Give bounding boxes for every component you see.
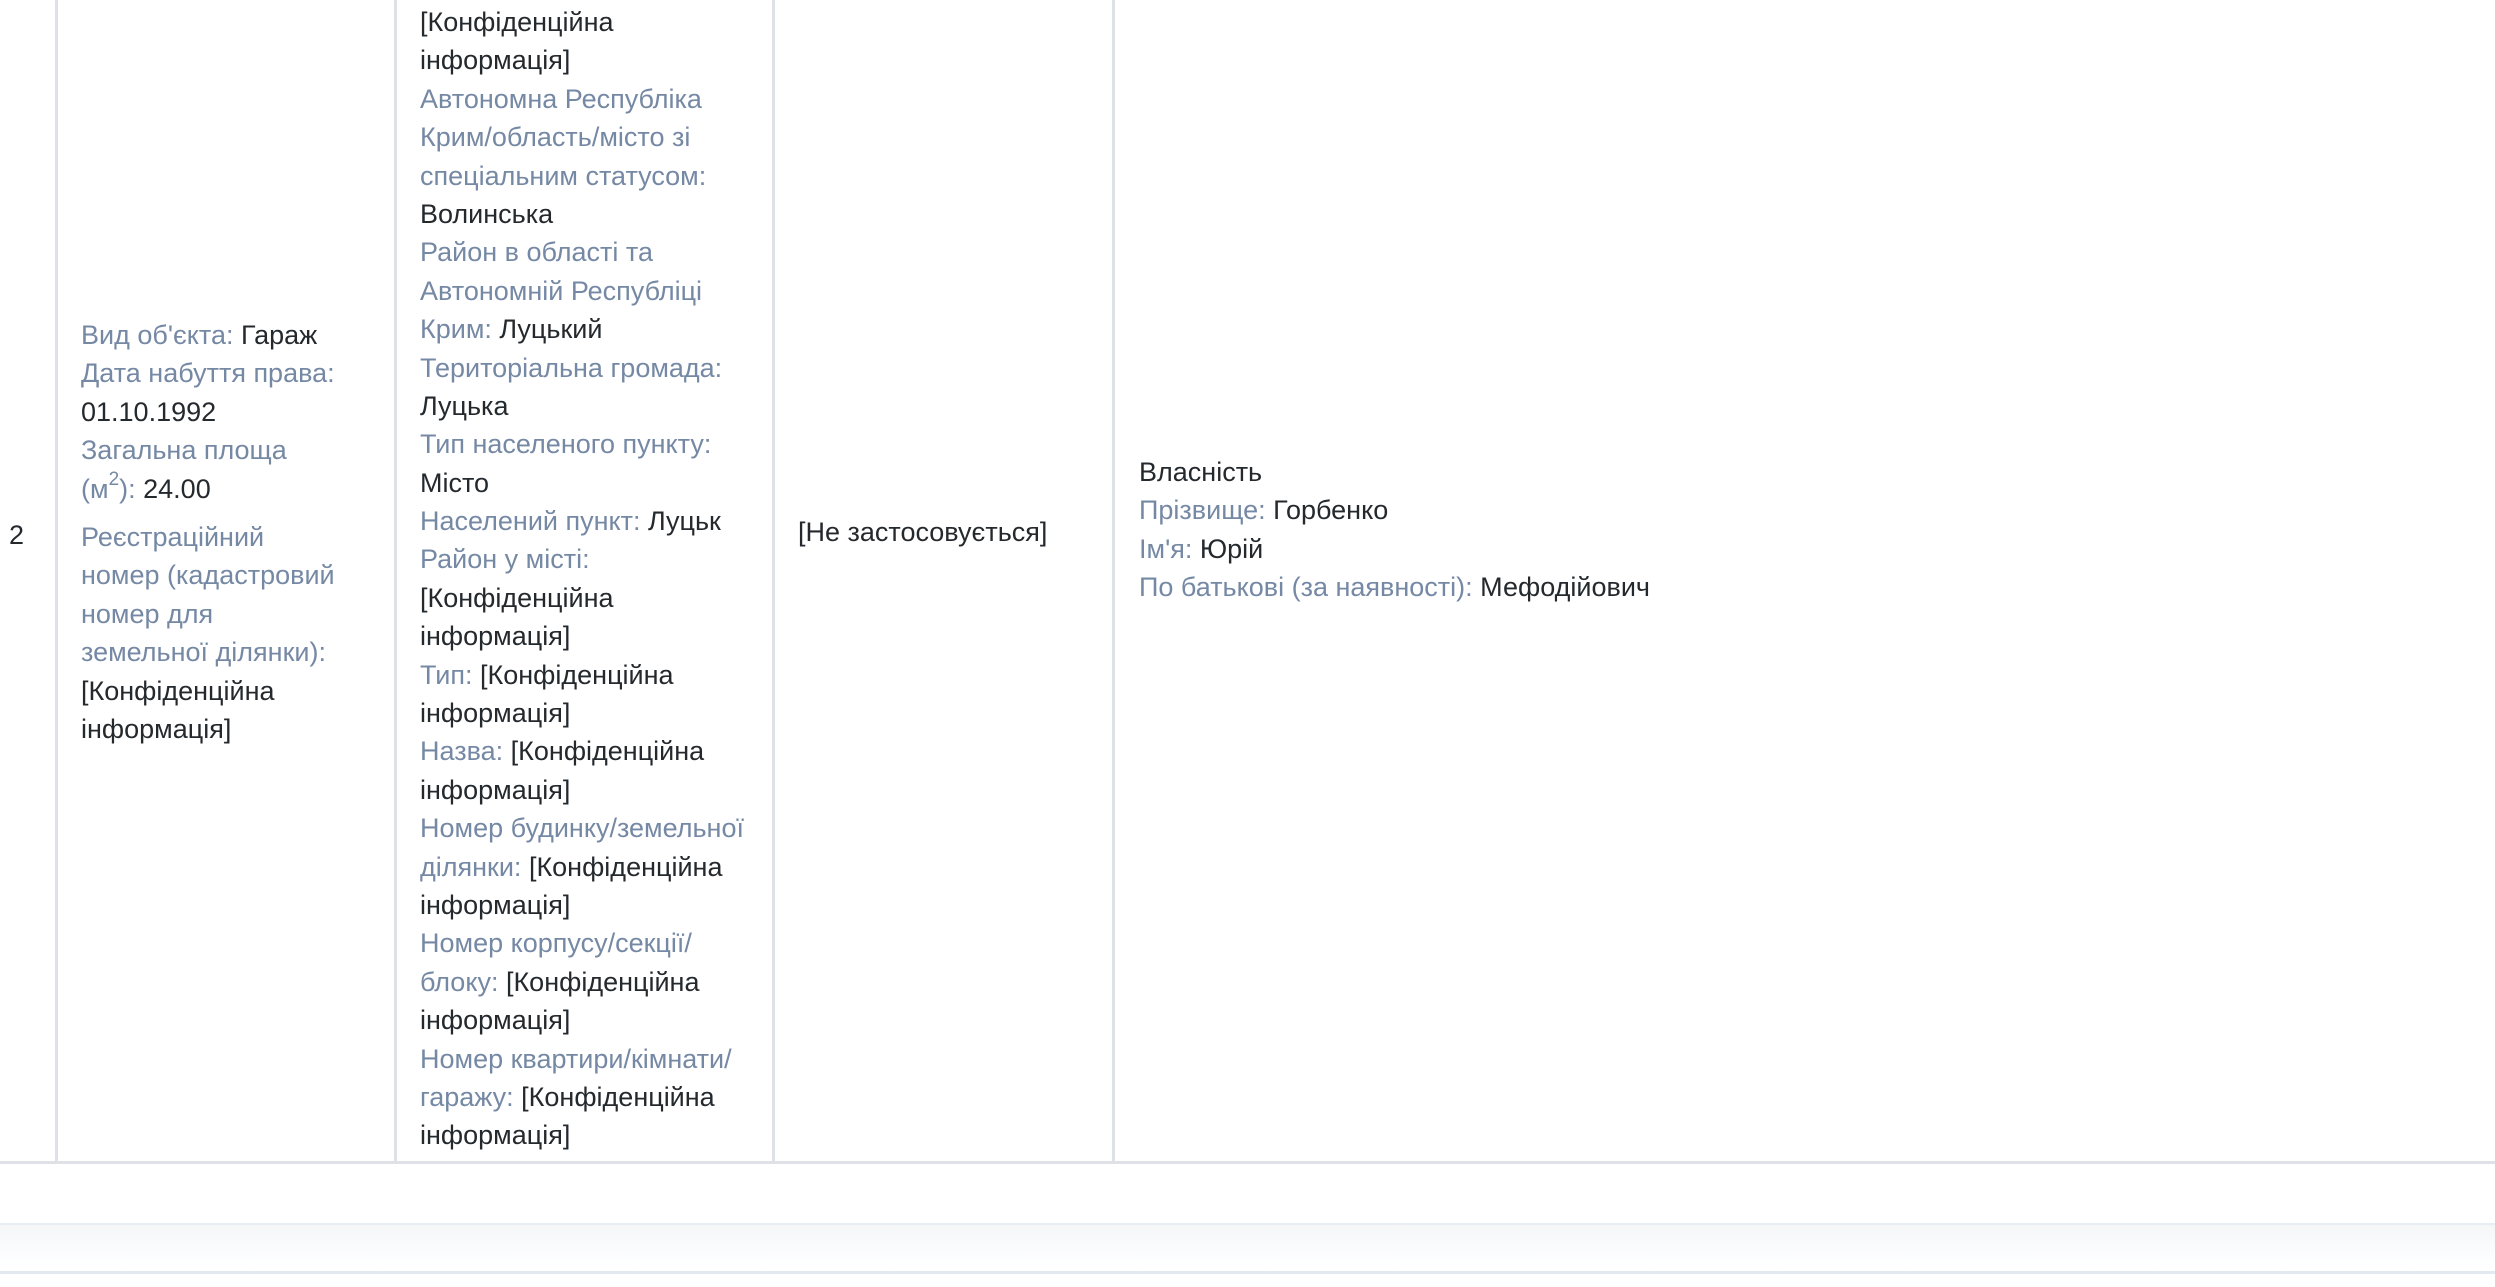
field-label: Дата набуття права: bbox=[81, 358, 335, 389]
field-line bbox=[420, 3, 770, 41]
field-line bbox=[420, 1116, 770, 1154]
table-border-col1 bbox=[55, 0, 58, 1161]
table-row-bottom-border bbox=[0, 1161, 2495, 1164]
field-value: Юрій bbox=[1192, 533, 1264, 564]
table-border-col2 bbox=[394, 0, 397, 1161]
field-line bbox=[81, 710, 381, 748]
field-value: інформація] bbox=[420, 774, 571, 805]
field-line bbox=[81, 556, 381, 594]
superscript-2: 2 bbox=[108, 468, 120, 490]
field-label: номер (кадастровий bbox=[81, 560, 335, 591]
field-line bbox=[420, 848, 770, 886]
field-label: Тип населеного пункту: bbox=[420, 429, 712, 460]
field-line bbox=[420, 579, 770, 617]
field-line bbox=[420, 41, 770, 79]
field-value: Волинська bbox=[420, 198, 554, 229]
field-line bbox=[81, 595, 381, 633]
field-label: Крим/область/місто зі bbox=[420, 122, 691, 153]
field-label: Автономна Республіка bbox=[420, 83, 702, 114]
field-value: інформація] bbox=[420, 621, 571, 652]
field-line bbox=[1139, 491, 2039, 529]
field-value: [Конфіденційна bbox=[498, 966, 700, 997]
field-line bbox=[420, 924, 770, 962]
field-line bbox=[420, 694, 770, 732]
field-line bbox=[81, 672, 381, 710]
field-label: ділянки: bbox=[420, 851, 522, 882]
field-line bbox=[81, 470, 381, 518]
field-value: [Конфіденційна bbox=[420, 7, 614, 37]
field-label: Загальна площа bbox=[81, 435, 287, 466]
cell-location bbox=[420, 3, 770, 1155]
field-line bbox=[81, 633, 381, 671]
field-value: Луцький bbox=[491, 314, 603, 345]
field-line bbox=[798, 513, 1108, 551]
field-value: [Конфіденційна bbox=[472, 659, 674, 690]
field-value: [Конфіденційна bbox=[420, 582, 614, 613]
table-border-col4 bbox=[1112, 0, 1115, 1161]
field-line bbox=[420, 771, 770, 809]
field-label: земельної ділянки): bbox=[81, 637, 326, 668]
field-label: блоку: bbox=[420, 966, 499, 997]
field-line bbox=[420, 963, 770, 1001]
field-label: Ім'я: bbox=[1139, 533, 1193, 564]
field-line bbox=[81, 518, 381, 556]
field-label: Номер квартири/кімнати/ bbox=[420, 1043, 732, 1074]
field-line bbox=[420, 732, 770, 770]
field-label: Номер корпусу/секції/ bbox=[420, 928, 692, 959]
field-value: Горбенко bbox=[1265, 495, 1389, 526]
field-label: ): bbox=[119, 473, 144, 504]
field-value: інформація] bbox=[420, 45, 571, 76]
field-line bbox=[420, 809, 770, 847]
field-line bbox=[1139, 568, 2039, 606]
field-line bbox=[420, 310, 770, 348]
field-label: Номер будинку/земельної bbox=[420, 813, 744, 844]
field-label: По батькові (за наявності): bbox=[1139, 572, 1473, 603]
field-line bbox=[81, 316, 381, 354]
field-line bbox=[420, 540, 770, 578]
field-label: Назва: bbox=[420, 736, 504, 767]
field-value: інформація] bbox=[420, 889, 571, 920]
field-value: [Конфіденційна bbox=[503, 736, 705, 767]
field-value: Луцьк bbox=[640, 506, 721, 537]
field-value: Гараж bbox=[233, 320, 318, 350]
field-value: Місто bbox=[420, 467, 490, 498]
field-line bbox=[420, 272, 770, 310]
field-label: Населений пункт: bbox=[420, 506, 641, 537]
field-label: (м bbox=[81, 473, 109, 504]
field-value: 24.00 bbox=[143, 473, 211, 504]
field-label: Вид об'єкта: bbox=[81, 320, 234, 350]
field-value: інформація] bbox=[81, 713, 232, 744]
field-label: Прізвище: bbox=[1139, 495, 1266, 526]
field-line bbox=[420, 425, 770, 463]
field-line bbox=[1139, 530, 2039, 568]
field-line bbox=[420, 387, 770, 425]
field-line bbox=[420, 195, 770, 233]
field-value: [Конфіденційна bbox=[521, 851, 723, 882]
field-value: [Не застосовується] bbox=[798, 517, 1048, 547]
field-line bbox=[420, 1040, 770, 1078]
field-line bbox=[420, 1078, 770, 1116]
field-line bbox=[420, 464, 770, 502]
field-value: [Конфіденційна bbox=[513, 1081, 715, 1112]
field-label: Реєстраційний bbox=[81, 521, 265, 552]
row-number-value: 2 bbox=[9, 520, 25, 550]
field-value: інформація] bbox=[420, 698, 571, 729]
field-line bbox=[420, 233, 770, 271]
field-line bbox=[1139, 453, 2039, 491]
field-value: Мефодійович bbox=[1472, 572, 1650, 603]
field-line bbox=[420, 656, 770, 694]
cell-usage bbox=[798, 513, 1108, 551]
field-label: номер для bbox=[81, 598, 214, 629]
field-label: Район у місті: bbox=[420, 544, 590, 575]
field-line bbox=[420, 617, 770, 655]
field-label: Територіальна громада: bbox=[420, 352, 723, 383]
field-label: спеціальним статусом: bbox=[420, 160, 707, 191]
field-line bbox=[420, 157, 770, 195]
field-label: Район в області та bbox=[420, 237, 653, 268]
field-line bbox=[420, 80, 770, 118]
field-value: інформація] bbox=[420, 1005, 571, 1036]
field-line bbox=[81, 393, 381, 431]
field-value: [Конфіденційна bbox=[81, 675, 275, 706]
field-value: 01.10.1992 bbox=[81, 396, 217, 427]
field-line bbox=[81, 431, 381, 469]
field-line bbox=[420, 349, 770, 387]
field-label: Крим: bbox=[420, 314, 492, 345]
cell-object-info bbox=[81, 316, 381, 748]
field-line bbox=[420, 502, 770, 540]
cell-ownership bbox=[1139, 453, 2039, 607]
field-line bbox=[420, 1001, 770, 1039]
field-label: Автономній Республіці bbox=[420, 275, 703, 306]
field-line bbox=[81, 354, 381, 392]
field-value: інформація] bbox=[420, 1120, 571, 1151]
field-line bbox=[420, 118, 770, 156]
field-label: гаражу: bbox=[420, 1081, 514, 1112]
table-border-col3 bbox=[772, 0, 775, 1161]
field-value: Луцька bbox=[420, 390, 509, 421]
field-value: Власність bbox=[1139, 457, 1263, 487]
field-label: Тип: bbox=[420, 659, 473, 690]
section-separator-band bbox=[0, 1223, 2495, 1274]
field-line bbox=[420, 886, 770, 924]
cell-row-number bbox=[9, 516, 24, 554]
